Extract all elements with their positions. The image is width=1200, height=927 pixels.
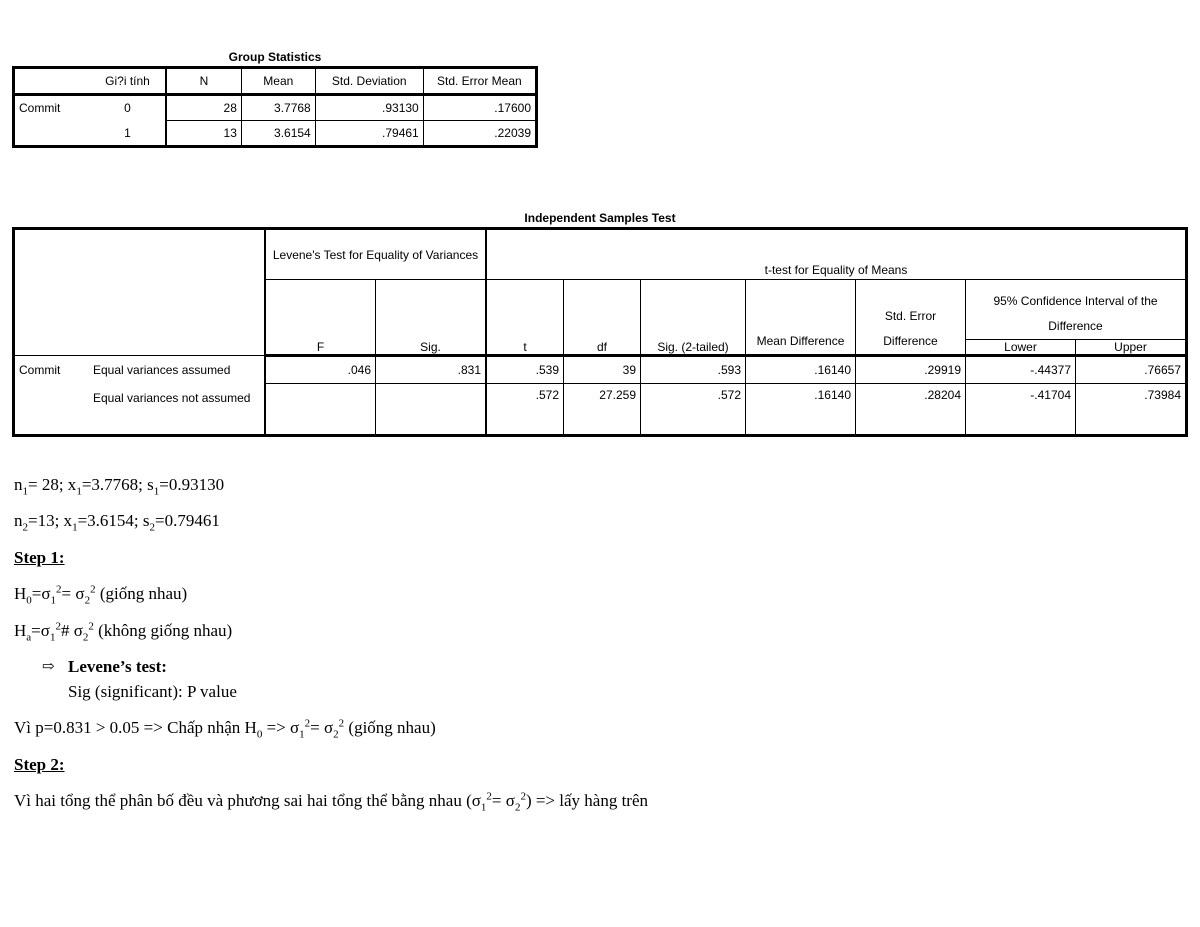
levene-test-desc: Sig (significant): P value — [68, 682, 237, 701]
null-hypothesis: $H_0=\sigma_1^2= \sigma_2^2$ (giống nhau) — [14, 583, 188, 607]
step2-heading: Step 2: — [14, 755, 65, 774]
table-row — [14, 384, 1187, 436]
row-variable-label: Commit — [14, 356, 90, 384]
group-statistics-title: Group Statistics — [228, 50, 322, 64]
cell-mean-difference: .16140 — [746, 356, 856, 384]
alternative-hypothesis: $H_a=\sigma_1^2\#$ $\sigma_2^2$ (không giống nhau) — [14, 620, 233, 644]
cell-mean: 3.7768 — [241, 95, 315, 121]
cell-df: 39 — [564, 356, 641, 384]
cell-f — [265, 384, 376, 436]
cell-n: 13 — [166, 121, 241, 147]
sample2-line: $n_2=13$; $x_1=3.6154$; $s_2=0.79461$ — [14, 511, 220, 534]
cell-sig — [376, 384, 487, 436]
cell-group: 0 — [90, 95, 166, 121]
cell-lower: -.44377 — [966, 356, 1076, 384]
cell-lower: -.41704 — [966, 384, 1076, 436]
cell-upper: .76657 — [1076, 356, 1187, 384]
cell-sig-2tailed: .593 — [641, 356, 746, 384]
ttest-header: t-test for Equality of Means — [486, 229, 1187, 280]
col-header-std-error-difference: Std. Error Difference — [856, 280, 966, 356]
step1-heading: Step 1: — [14, 548, 65, 567]
col-header-lower: Lower — [966, 340, 1076, 354]
final-line: Vì hai tổng thể phân bố đều và phương sai hai tổng thể bằng nhau $(\sigma_1^2= \sigma_2^2)$ => lấy hàng trên — [14, 790, 649, 814]
cell-sig: .831 — [376, 356, 487, 384]
cell-mean-difference: .16140 — [746, 384, 856, 436]
table-row — [14, 121, 537, 147]
cell-t: .572 — [486, 384, 564, 436]
row-label: Equal variances assumed — [89, 356, 265, 384]
col-header-group: Gi?i tính — [90, 68, 166, 95]
independent-test-title: Independent Samples Test — [524, 211, 676, 225]
col-header-upper: Upper — [1114, 340, 1147, 354]
table-row — [14, 95, 537, 121]
ci-header-group — [966, 280, 1187, 356]
cell-std-error-difference: .29919 — [856, 356, 966, 384]
cell-group: 1 — [90, 121, 166, 147]
cell-sd: .79461 — [315, 121, 423, 147]
col-header-n: N — [166, 68, 241, 95]
cell-t: .539 — [486, 356, 564, 384]
conclusion-line: Vì p=0.831 > 0.05 => Chấp nhận $H_0 => \sigma_1^2= \sigma_2^2$ (giống nhau) — [14, 717, 436, 741]
cell-mean: 3.6154 — [241, 121, 315, 147]
independent-samples-test-table — [12, 227, 1188, 437]
col-header-df: df — [564, 280, 641, 356]
ci-header: 95% Confidence Interval of the Difference — [993, 294, 1158, 333]
arrow-bullet-icon: ⇨ — [42, 659, 55, 675]
cell-std-error-difference: .28204 — [856, 384, 966, 436]
cell-n: 28 — [166, 95, 241, 121]
row-label: Equal variances not assumed — [89, 384, 265, 436]
cell-sig-2tailed: .572 — [641, 384, 746, 436]
cell-upper: .73984 — [1076, 384, 1187, 436]
cell-f: .046 — [265, 356, 376, 384]
table-header-row — [14, 68, 537, 95]
col-header-mean: Mean — [241, 68, 315, 95]
col-header-sig-2tailed: Sig. (2-tailed) — [641, 280, 746, 356]
col-header-mean-difference: Mean Difference — [746, 280, 856, 356]
col-header-f: F — [265, 280, 376, 356]
cell-df: 27.259 — [564, 384, 641, 436]
table-row — [14, 356, 1187, 384]
row-variable-label: Commit — [14, 95, 90, 121]
sample1-line: $n_1= 28$; $x_1=3.7768$; $s_1=0.93130$ — [14, 475, 225, 498]
col-header-se: Std. Error Mean — [423, 68, 536, 95]
col-header-sd: Std. Deviation — [315, 68, 423, 95]
col-header-sig: Sig. — [376, 280, 487, 356]
levene-header: Levene's Test for Equality of Variances — [265, 229, 486, 280]
col-header-t: t — [486, 280, 564, 356]
table-header-row — [14, 229, 1187, 280]
cell-se: .22039 — [423, 121, 536, 147]
group-statistics-table — [12, 66, 538, 148]
cell-sd: .93130 — [315, 95, 423, 121]
levene-test-title: Levene’s test: — [68, 657, 167, 676]
cell-se: .17600 — [423, 95, 536, 121]
